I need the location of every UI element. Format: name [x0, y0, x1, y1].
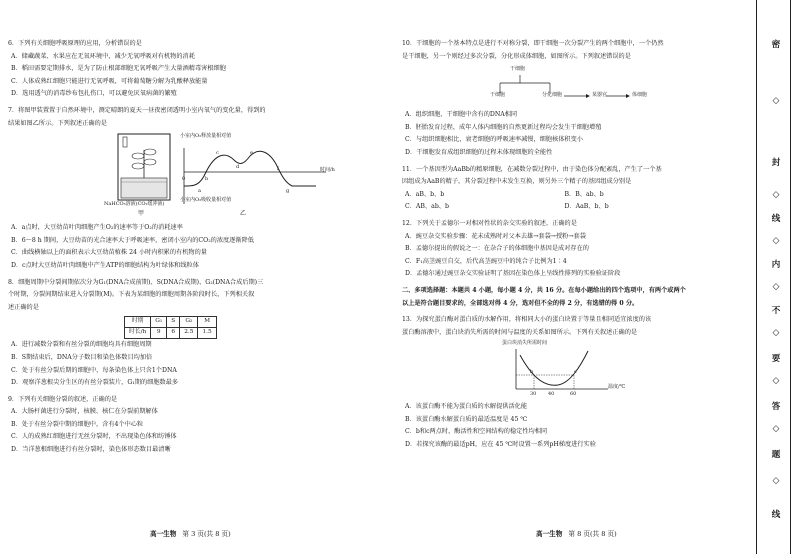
diagram-label-top: 干细胞 — [510, 66, 526, 73]
question-9-option-c: C．人的成熟红细胞进行无丝分裂时，不出现染色体和纺锤体 — [11, 433, 177, 441]
question-10-option-a: A．组织细胞、干细胞中含有的DNA相同 — [405, 111, 518, 119]
left-page — [8, 38, 378, 461]
question-8-option-c: C．处于有丝分裂后期的细胞中，每条染色体上只含1个DNA — [11, 366, 177, 374]
curve-xlabel: 时间/h — [320, 167, 335, 174]
question-12 — [402, 218, 724, 281]
question-8-option-d: D．观察洋葱根尖分生区的有丝分裂装片，G₁期的细胞数最多 — [11, 379, 179, 387]
binding-char: 密 — [771, 40, 781, 50]
diamond-icon: ◇ — [772, 96, 780, 106]
stem-cell-diagram — [402, 65, 724, 107]
table-cell: 2.5 — [180, 328, 198, 339]
table-cell: S — [167, 317, 180, 328]
table-cell: G₁ — [151, 317, 167, 328]
question-7-option-b: B．6～8 h 期间，大豆幼苗的光合速率大于呼吸速率，密闭小室内的CO₂的浓度逐渐降低 — [11, 236, 254, 244]
svg-text:f: f — [277, 166, 279, 173]
question-10-option-b: B．胚胎发育过程，成年人体内细胞的自然更新过程均会发生干细胞增殖 — [405, 123, 602, 131]
question-11-stem-line1: 11．一个基因型为AaBb的精原细胞，在减数分裂过程中，由于染色体分配紊乱，产生了一个基 — [402, 165, 662, 173]
svg-text:a: a — [198, 188, 201, 195]
question-12-option-d: D．孟德尔通过豌豆杂交实验证明了基因在染色体上呈线性排列的实验验证阶段 — [405, 270, 621, 278]
question-11-option-b: B．B、ab、b — [564, 190, 604, 198]
question-8-stem-line1: 8．细胞周期中分裂间期依次分为G₁(DNA合成前期)、S(DNA合成期)、G₂(DNA合成后期)三 — [8, 278, 264, 286]
table-cell: 9 — [151, 328, 167, 339]
diamond-icon: ◇ — [772, 190, 780, 200]
binding-rule-inner — [756, 0, 757, 554]
apparatus-jia-label: 甲 — [138, 210, 145, 218]
question-8-stem-line3: 述正确的是 — [8, 303, 39, 311]
binding-char: 内 — [771, 260, 781, 270]
footer-page-number: 第 8 页(共 8 页) — [568, 530, 617, 538]
question-10-stem-line2: 是干细胞，另一个则经过多次分裂，分化形成体细胞，如图所示。下列叙述错误的是 — [402, 52, 631, 60]
apparatus-solution-label: NaHCO₃溶液(CO₂缓冲液) — [104, 201, 165, 208]
question-8-option-a: A．进行减数分裂和有丝分裂的细胞均具有细胞周期 — [11, 341, 152, 349]
svg-text:b: b — [530, 369, 534, 376]
footer-subject: 高一生物 — [150, 530, 177, 538]
table-cell: 6 — [167, 328, 180, 339]
question-12-option-b: B．孟德尔提出的假说之一：在杂合子的体细胞中基因是成对存在的 — [405, 245, 589, 253]
right-footer — [536, 528, 617, 538]
question-7-option-c: C．曲线横轴以上的面积表示大豆幼苗植株 24 小时内积累的有机物的量 — [11, 249, 207, 257]
diamond-icon: ◇ — [772, 424, 780, 434]
diamond-icon: ◇ — [772, 476, 780, 486]
cell-cycle-table — [124, 316, 217, 339]
binding-rule-outer — [790, 0, 791, 554]
binding-char: 答 — [771, 402, 781, 412]
svg-text:e: e — [250, 150, 253, 157]
table-cell: G₂ — [180, 317, 198, 328]
question-6 — [8, 38, 378, 101]
binding-char: 题 — [771, 450, 781, 460]
right-page — [402, 38, 724, 456]
binding-char: 要 — [771, 354, 781, 364]
question-13-stem-line1: 13．为探究蛋白酶对蛋白质的水解作用，将相同大小的蛋白块置于等量且相同适宜浓度的该 — [402, 316, 652, 324]
enzyme-temperature-curve-figure — [508, 347, 618, 397]
question-10 — [402, 38, 724, 160]
svg-text:30: 30 — [530, 391, 537, 398]
question-10-stem-line1: 10．干细胞的一个基本特点是进行不对称分裂，即干细胞一次分裂产生的两个细胞中，一个仍然 — [402, 40, 664, 47]
curve-ylabel-top: 小室内O₂释放量相对值 — [180, 133, 232, 140]
question-11-stem-line2: 因组成为AaB的精子，其分裂过程中未发生互换，则另外三个精子的基因组成分别是 — [402, 178, 632, 186]
table-cell: M — [198, 317, 216, 328]
table-header-row — [125, 317, 217, 328]
question-11 — [402, 164, 724, 214]
question-9-option-b: B．处于有丝分裂中期的细胞中，含有4个中心粒 — [11, 420, 144, 428]
question-6-option-b: B．稻田需要定期排水，是为了防止根部细胞无氧呼吸产生大量酒精毒害根细胞 — [11, 65, 226, 73]
question-11-option-d: D．AaB、b、b — [564, 203, 609, 211]
question-8 — [8, 277, 378, 390]
question-13-option-d: D．若探究该酶的最适pH，应在 45 ℃时设置一系列pH梯度进行实验 — [405, 441, 596, 449]
footer-page-number: 第 3 页(共 8 页) — [182, 530, 231, 538]
diagram-label-right: 分化细胞 — [542, 92, 563, 99]
question-13-option-a: A．该蛋白酶不能为蛋白质的水解提供活化能 — [405, 403, 528, 411]
question-7 — [8, 105, 378, 273]
curve-yi-label: 乙 — [240, 210, 247, 218]
question-7-option-a: A．a点时，大豆幼苗叶肉细胞产生O₂的速率等于O₂的消耗速率 — [11, 224, 183, 232]
svg-text:0: 0 — [182, 176, 186, 183]
question-8-option-b: B．S期结束后，DNA分子数目和染色体数目均加倍 — [11, 353, 153, 361]
question-13-option-b: B．该蛋白酶水解蛋白质的最适温度是 45 ℃ — [405, 415, 528, 423]
svg-text:60: 60 — [570, 391, 577, 398]
diamond-icon: ◇ — [772, 328, 780, 338]
diamond-icon: ◇ — [772, 236, 780, 246]
table-cell: 时长/h — [125, 328, 151, 339]
svg-text:40: 40 — [548, 391, 555, 398]
left-footer — [150, 528, 231, 538]
binding-char: 不 — [771, 306, 781, 316]
svg-text:c: c — [216, 150, 219, 157]
question-12-stem: 12．下列关于孟德尔一对相对性状的杂交实验的叙述，正确的是 — [402, 219, 577, 227]
question-10-option-d: D．干细胞发育成组织细胞的过程未体现细胞的全能性 — [405, 148, 553, 156]
question-11-option-a: A．aB、b、b — [405, 190, 445, 198]
curve-ylabel-bottom: 小室内O₂吸收量相对值 — [180, 197, 232, 204]
binding-char: 线 — [771, 510, 781, 520]
question-7-option-d: D．c点时大豆幼苗叶肉细胞中产生ATP的细胞结构为叶绿体和线粒体 — [11, 261, 199, 269]
question-6-option-d: D．选用透气的消毒纱布包扎伤口，可以避免厌氧病菌的繁殖 — [11, 90, 177, 98]
question-12-option-a: A．豌豆杂交实验步骤：花未成熟时对父本去雄→套袋→授粉→套袋 — [405, 232, 586, 240]
question-9-option-d: D．当洋葱根细胞进行有丝分裂时，染色体形态数目最清晰 — [11, 446, 171, 454]
question-6-option-a: A．储藏蔬菜、水果应在无氧环境中，减少无氧呼吸对有机物的消耗 — [11, 52, 195, 60]
table-cell: 1.5 — [198, 328, 216, 339]
question-11-options-row2 — [402, 201, 724, 214]
svg-text:g: g — [286, 188, 290, 195]
table-cell: 时期 — [125, 317, 151, 328]
enzyme-ylabel: 蛋白块消失所需时间 — [502, 340, 548, 347]
question-7-stem-line1: 7．将图甲装置置于自然环境中，测定晴朗的夏天一昼夜密闭透明小室内氧气的变化量，得到的 — [8, 106, 266, 114]
section-2-line2: 以上是符合题目要求的，全部选对得 4 分，选对但不全的得 2 分，有选错的得 0 分。 — [402, 299, 639, 307]
question-8-stem-line2: 个时期，分裂间期结束进入分裂期(M)。下表为某细胞的细胞周期各阶段时长，下列相关叙 — [8, 291, 255, 299]
question-11-options-row1 — [402, 189, 724, 202]
question-11-option-c: C．AB、ab、b — [405, 203, 449, 211]
diamond-icon: ◇ — [772, 376, 780, 386]
binding-margin — [738, 0, 794, 554]
footer-subject: 高一生物 — [536, 530, 563, 538]
binding-char: 线 — [771, 214, 781, 224]
question-6-stem: 6．下列有关细胞呼吸原理的应用，分析错误的是 — [8, 40, 142, 47]
question-10-option-c: C．与组织细胞相比，衰老细胞的呼吸速率减慢，细胞核体积变小 — [405, 136, 583, 144]
svg-text:c: c — [574, 369, 577, 376]
question-13-figure — [402, 341, 724, 399]
question-12-option-c: C．F₁高茎豌豆自交，后代高茎豌豆中的纯合子比例为1∶4 — [405, 257, 567, 265]
svg-text:b: b — [205, 176, 209, 183]
diagram-label-end: 体细胞 — [632, 92, 648, 99]
question-13-option-c: C．b和c两点时，酶活性和空间结构的稳定性均相同 — [405, 428, 548, 436]
enzyme-xlabel: 温度/℃ — [608, 384, 626, 391]
diagram-label-mid: 某器官 — [592, 92, 608, 99]
question-9-option-a: A．大肠杆菌进行分裂时，核膜、核仁在分裂前期解体 — [11, 408, 158, 416]
question-13 — [402, 314, 724, 452]
svg-text:d: d — [236, 164, 240, 171]
question-7-stem-line2: 结果如图乙所示。下列叙述正确的是 — [8, 119, 107, 127]
question-9 — [8, 394, 378, 457]
question-9-stem: 9．下列有关细胞分裂的叙述，正确的是 — [8, 395, 118, 403]
question-6-option-c: C．人体成熟红细胞只能进行无氧呼吸，可将葡萄糖分解为乳酸释放能量 — [11, 77, 208, 85]
diamond-icon: ◇ — [772, 282, 780, 292]
question-7-figure — [8, 132, 378, 220]
question-13-stem-line2: 蛋白酶溶液中，蛋白块消失所需的时间与温度的关系如图所示。下列有关叙述正确的是 — [402, 328, 638, 336]
binding-char: 封 — [771, 158, 781, 168]
table-row — [125, 328, 217, 339]
section-2-line1: 二、多项选择题：本题共 4 小题，每小题 4 分，共 16 分。在每小题给出的四个选项中，有两个或两个 — [402, 286, 686, 294]
diagram-label-left: 干细胞 — [490, 92, 506, 99]
section-multiple-choice — [402, 285, 724, 310]
